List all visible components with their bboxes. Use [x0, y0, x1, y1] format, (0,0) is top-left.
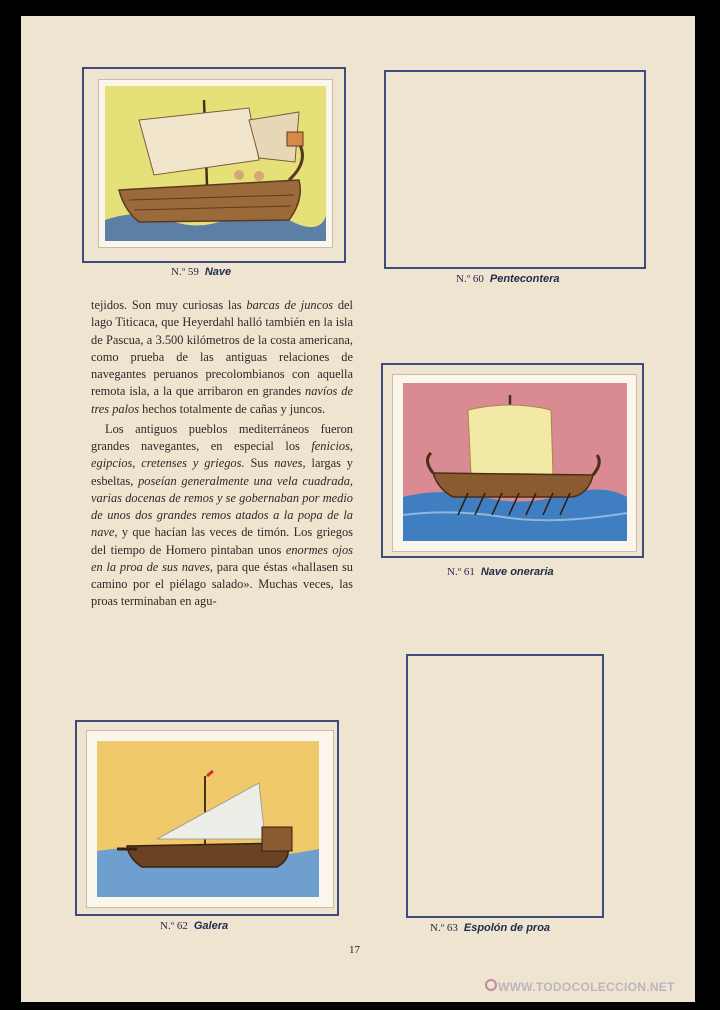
text-run: del lago Titicaca, que Heyerdahl halló también en la isla de Pascua, a 3.500 kilómetros de la costa americana, como prueba de las antiguas relaciones de navegantes peruanos precolombianos con aquella remota isla, a la que arribaron en grandes	[91, 298, 353, 399]
card-image-62	[86, 730, 334, 908]
card-caption-62	[160, 920, 228, 932]
card-number: N.º 61	[447, 566, 475, 578]
card-caption-60	[456, 273, 560, 285]
page-number: 17	[349, 944, 360, 956]
text-run-italic: poseían generalmente una vela cuadrada, varias docenas de remos y se gobernaban por medio de unos dos grandes remos atados a la popa de la nave,	[91, 473, 354, 540]
card-frame-60	[384, 70, 646, 269]
text-run-italic: fenicios, egipcios, cretenses y griegos.	[91, 439, 353, 471]
text-run: para que éstas «hallasen su camino por el piélago salado». Muchas veces, las proas terminaban en agu-	[91, 559, 353, 609]
text-run: hechos totalmente de cañas y juncos.	[139, 401, 326, 416]
card-title: Pentecontera	[489, 273, 560, 285]
paragraph-2	[91, 421, 353, 611]
paragraph-1	[91, 297, 353, 418]
card-number: N.º 63	[430, 922, 458, 934]
card-caption-63	[430, 922, 550, 934]
body-text	[91, 297, 353, 611]
text-run: tejidos. Son muy curiosas las	[91, 298, 247, 312]
card-image-59	[98, 79, 333, 248]
text-run: Sus	[244, 456, 275, 471]
text-run-italic: navíos de tres palos	[91, 384, 353, 416]
card-title: Galera	[193, 920, 229, 932]
text-run-italic: enormes ojos en la proa de sus naves,	[91, 542, 353, 574]
card-frame-63	[406, 654, 604, 918]
card-caption-59	[171, 266, 231, 278]
text-run: largas y esbeltas,	[91, 456, 353, 488]
card-number: N.º 59	[171, 266, 199, 278]
text-run-italic: naves,	[274, 456, 306, 471]
watermark-text: WWW.TODOCOLECCION.NET	[498, 980, 675, 994]
text-run: Los antiguos pueblos mediterráneos fueron grandes navegantes, en especial los	[91, 421, 353, 453]
card-title: Espolón de proa	[463, 922, 551, 934]
text-run-italic: barcas de juncos	[246, 298, 334, 312]
card-title: Nave oneraria	[480, 566, 554, 578]
card-title: Nave	[204, 266, 232, 278]
watermark-logo-icon	[485, 979, 497, 991]
card-caption-61	[447, 566, 554, 578]
card-number: N.º 60	[456, 273, 484, 285]
text-run: y que hacían las veces de timón. Los griegos del tiempo de Homero pintaban unos	[91, 525, 353, 557]
card-number: N.º 62	[160, 920, 188, 932]
card-image-61	[392, 374, 637, 552]
